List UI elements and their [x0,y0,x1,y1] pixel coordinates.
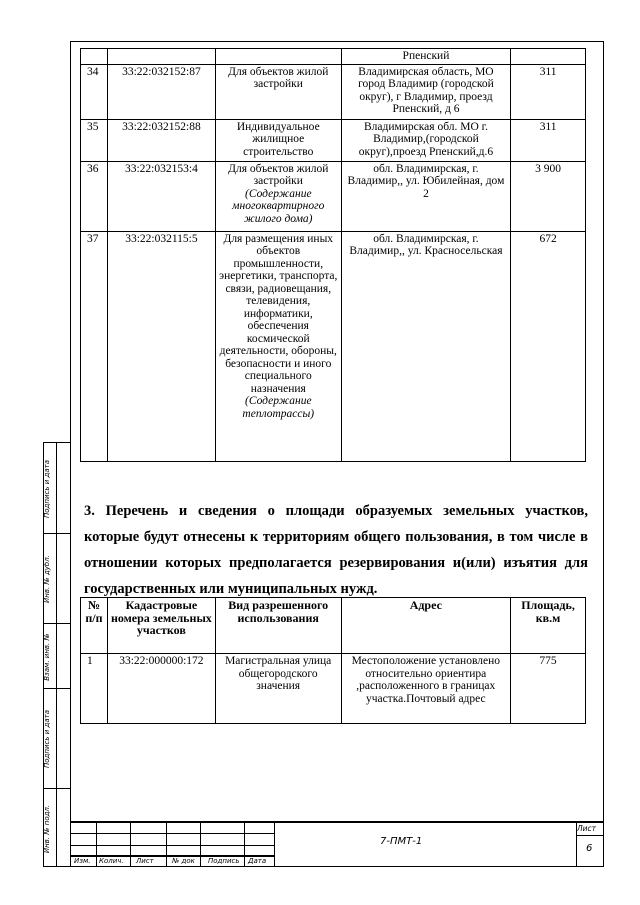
document-code: 7-ПМТ-1 [380,836,423,847]
title-block [70,821,604,867]
caption-doc-number: № док [172,857,195,865]
side-label: Подпись и дата [43,460,51,518]
cadastral-number: 33:22:032152:87 [107,64,215,119]
permitted-use [215,161,341,231]
table-row [81,161,586,231]
row-number: 34 [81,64,108,119]
area-cell: 3 900 [511,161,586,231]
cadastral-number: 33:22:032152:88 [107,119,215,161]
area-cell: 311 [511,64,586,119]
side-label: Инв. № дубл. [43,555,51,603]
side-label: Взам. инв. № [43,633,51,681]
caption-date: Дата [248,857,267,865]
table-header-row [81,598,586,654]
table-row [81,231,586,461]
cadastral-number: 33:22:032153:4 [107,161,215,231]
cadastral-number: 33:22:032115:5 [107,231,215,461]
permitted-use-note: (Содержание теплотрассы) [242,395,315,420]
caption-sheet: Лист [136,857,154,865]
address-cell: обл. Владимирская, г. Владимир,, ул. Юбилейная, дом 2 [341,161,511,231]
caption-signature: Подпись [208,857,240,865]
permitted-use [215,231,341,461]
column-header: № п/п [81,598,108,654]
column-header: Кадастровые номера земельных участков [107,598,215,654]
side-label: Подпись и дата [43,710,51,768]
row-number: 35 [81,119,108,161]
sheet-label: Лист [577,824,597,833]
permitted-use: Для объектов жилой застройки [215,64,341,119]
table-row [81,654,586,724]
land-plots-table [80,48,586,462]
permitted-use-note: (Содержание многоквартирного жилого дома) [232,187,325,225]
caption-change: Изм. [74,857,91,865]
column-header: Адрес [341,598,511,654]
row-number: 37 [81,231,108,461]
area-cell: 311 [511,119,586,161]
caption-quantity: Колич. [99,857,124,865]
binding-strip [43,442,70,867]
table-row [81,64,586,119]
area-cell: 672 [511,231,586,461]
area-cell: 775 [511,654,586,724]
sheet-number: 6 [586,843,593,854]
permitted-use-text: Для размещения иных объектов промышленности, энергетики, транспорта, связи, радиовещания, телевидения, информатики, обеспечения космической деятельности, обороны, безопасности и иного специального назначения [219,232,338,395]
permitted-use-text: Для объектов жилой застройки [228,162,329,187]
table-row [81,49,586,65]
column-header: Вид разрешенного использования [215,598,341,654]
public-land-table [80,597,586,724]
section-heading: 3. Перечень и сведения о площади образуемых земельных участков, которые будут отнесены к территориям общего пользования, в том числе в отношении которых предполагается резервирования и(или) изъятия для государственных или муниципальных нужд. [84,503,588,597]
side-label: Инв. № подл. [43,804,51,854]
address-cell: Владимирская обл. МО г. Владимир,(городской округ),проезд Рпенский,д.6 [341,119,511,161]
permitted-use: Магистральная улица общегородского значения [215,654,341,724]
address-cell: Владимирская область, МО город Владимир (городской округ), г Владимир, проезд Рпенский, д 6 [341,64,511,119]
table-row [81,119,586,161]
address-cell: обл. Владимирская, г. Владимир,, ул. Красносельская [341,231,511,461]
row-number: 36 [81,161,108,231]
address-cell: Рпенский [341,49,511,65]
permitted-use: Индивидуальное жилищное строительство [215,119,341,161]
row-number: 1 [81,654,108,724]
cadastral-number: 33:22:000000:172 [107,654,215,724]
address-cell: Местоположение установлено относительно ориентира ,расположенного в границах участка.Почтовый адрес [341,654,511,724]
column-header: Площадь, кв.м [511,598,586,654]
